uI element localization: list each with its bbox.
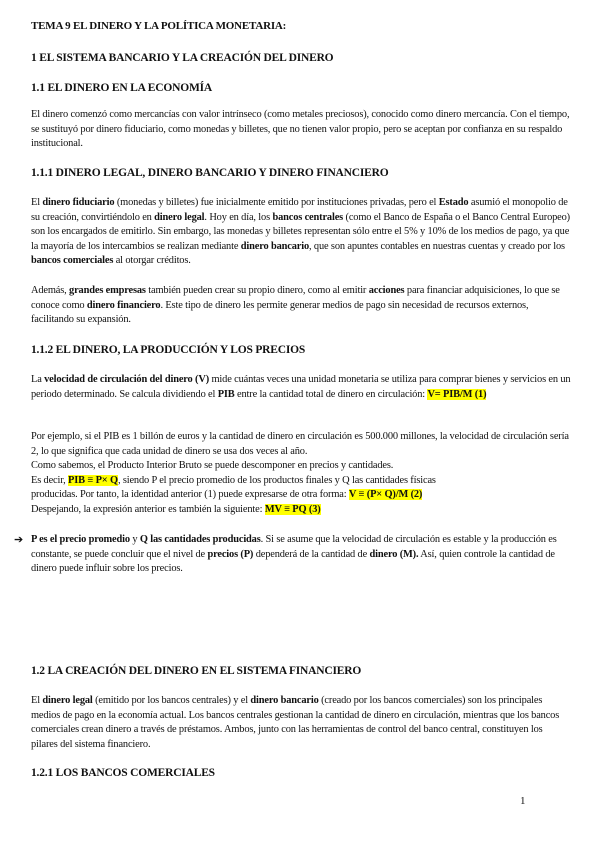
paragraph-1-2: El dinero legal (emitido por los bancos centrales) y el dinero bancario (creado por los bancos comerciales) son los principales medios de pago en la economía actual. Los bancos centrales gestionan la cantidad de dinero en circulación, mientras que los bancos comerciales crean dinero a través de préstamos. Ambos, junto con las herramientas de control del banco central, constituyen los pilares del sistema financiero.	[31, 695, 560, 750]
arrow-icon: ➔	[14, 534, 24, 546]
paragraph-1-1: El dinero comenzó como mercancías con valor intrínseco (como metales preciosos), conocido como dinero mercancía. Con el tiempo, se sustituyó por dinero fiduciario, como monedas y billetes, que no tienen valor propio, pero se aceptan por confianza en su respaldo institucional.	[31, 109, 570, 149]
section-heading-1-1-1: 1.1.1 DINERO LEGAL, DINERO BANCARIO Y DINERO FINANCIERO	[31, 167, 389, 179]
paragraph-1-1-1-a: El dinero fiduciario (monedas y billetes) fue inicialmente emitido por instituciones privadas, pero el Estado asumió el monopolio de su creación, convirtiéndolo en dinero legal. Hoy en día, los bancos centrales (como el Banco de España o el Banco Central Europeo) son los encargados de emitirlo. Sin embargo, las monedas y billetes representan sólo entre el 5% y 10% de los medios de pago, ya que la mayoría de los intercambios se realizan mediante dinero bancario, que son apuntes contables en nuestras cuentas y creado por los bancos comerciales al otorgar créditos.	[31, 197, 570, 266]
bullet-price-quantity	[14, 533, 574, 577]
section-heading-1-1-2: 1.1.2 EL DINERO, LA PRODUCCIÓN Y LOS PRECIOS	[31, 344, 306, 356]
section-heading-1-1: 1.1 EL DINERO EN LA ECONOMÍA	[31, 82, 212, 94]
formula-velocity-2: V ≡ (P× Q)/M (2)	[348, 489, 423, 500]
formula-quantity: MV ≡ PQ (3)	[264, 503, 321, 515]
paragraph-1-1-2-a: La velocidad de circulación del dinero (V) mide cuántas veces una unidad monetaria se utiliza para comprar bienes y servicios en un periodo determinado. Se calcula dividiendo el PIB entre la cantidad total de dinero en circulación: V= PIB/M (1)	[31, 374, 571, 400]
document-title: TEMA 9 EL DINERO Y LA POLÍTICA MONETARIA:	[31, 20, 287, 32]
section-heading-1: 1 EL SISTEMA BANCARIO Y LA CREACIÓN DEL DINERO	[31, 52, 334, 64]
section-heading-1-2: 1.2 LA CREACIÓN DEL DINERO EN EL SISTEMA FINANCIERO	[31, 665, 362, 677]
paragraph-1-1-2-b: Por ejemplo, si el PIB es 1 billón de euros y la cantidad de dinero en circulación es 500.000 millones, la velocidad de circulación sería 2, lo que significa que cada unidad de dinero se usa dos veces al año. Como sabemos, el Producto Interior Bruto se puede descomponer en precios y cantidades. Es decir, PIB ≡ P× Q, siendo P el precio promedio de los productos finales y Q las cantidades físicas producidas. Por tanto, la identidad anterior (1) puede expresarse de otra forma: V ≡ (P× Q)/M (2) Despejando, la expresión anterior es también la siguiente: MV ≡ PQ (3)	[31, 431, 569, 515]
bullet-text: P es el precio promedio y Q las cantidades producidas. Si se asume que la velocidad de circulación es estable y la producción es constante, se puede concluir que el nivel de precios (P) dependerá de la cantidad de dinero (M). Así, quien controle la cantidad de dinero puede influir sobre los precios.	[31, 534, 557, 574]
paragraph-1-1-1-b: Además, grandes empresas también pueden crear su propio dinero, como al emitir acciones para financiar adquisiciones, lo que se conoce como dinero financiero. Este tipo de dinero les permite generar medios de pago sin necesidad de recursos externos, facilitando su expansión.	[31, 285, 560, 325]
section-heading-1-2-1: 1.2.1 LOS BANCOS COMERCIALES	[31, 767, 215, 779]
formula-pib: PIB ≡ P× Q	[68, 474, 118, 486]
page-number: 1	[520, 795, 526, 807]
formula-velocity: V= PIB/M (1)	[427, 388, 487, 400]
